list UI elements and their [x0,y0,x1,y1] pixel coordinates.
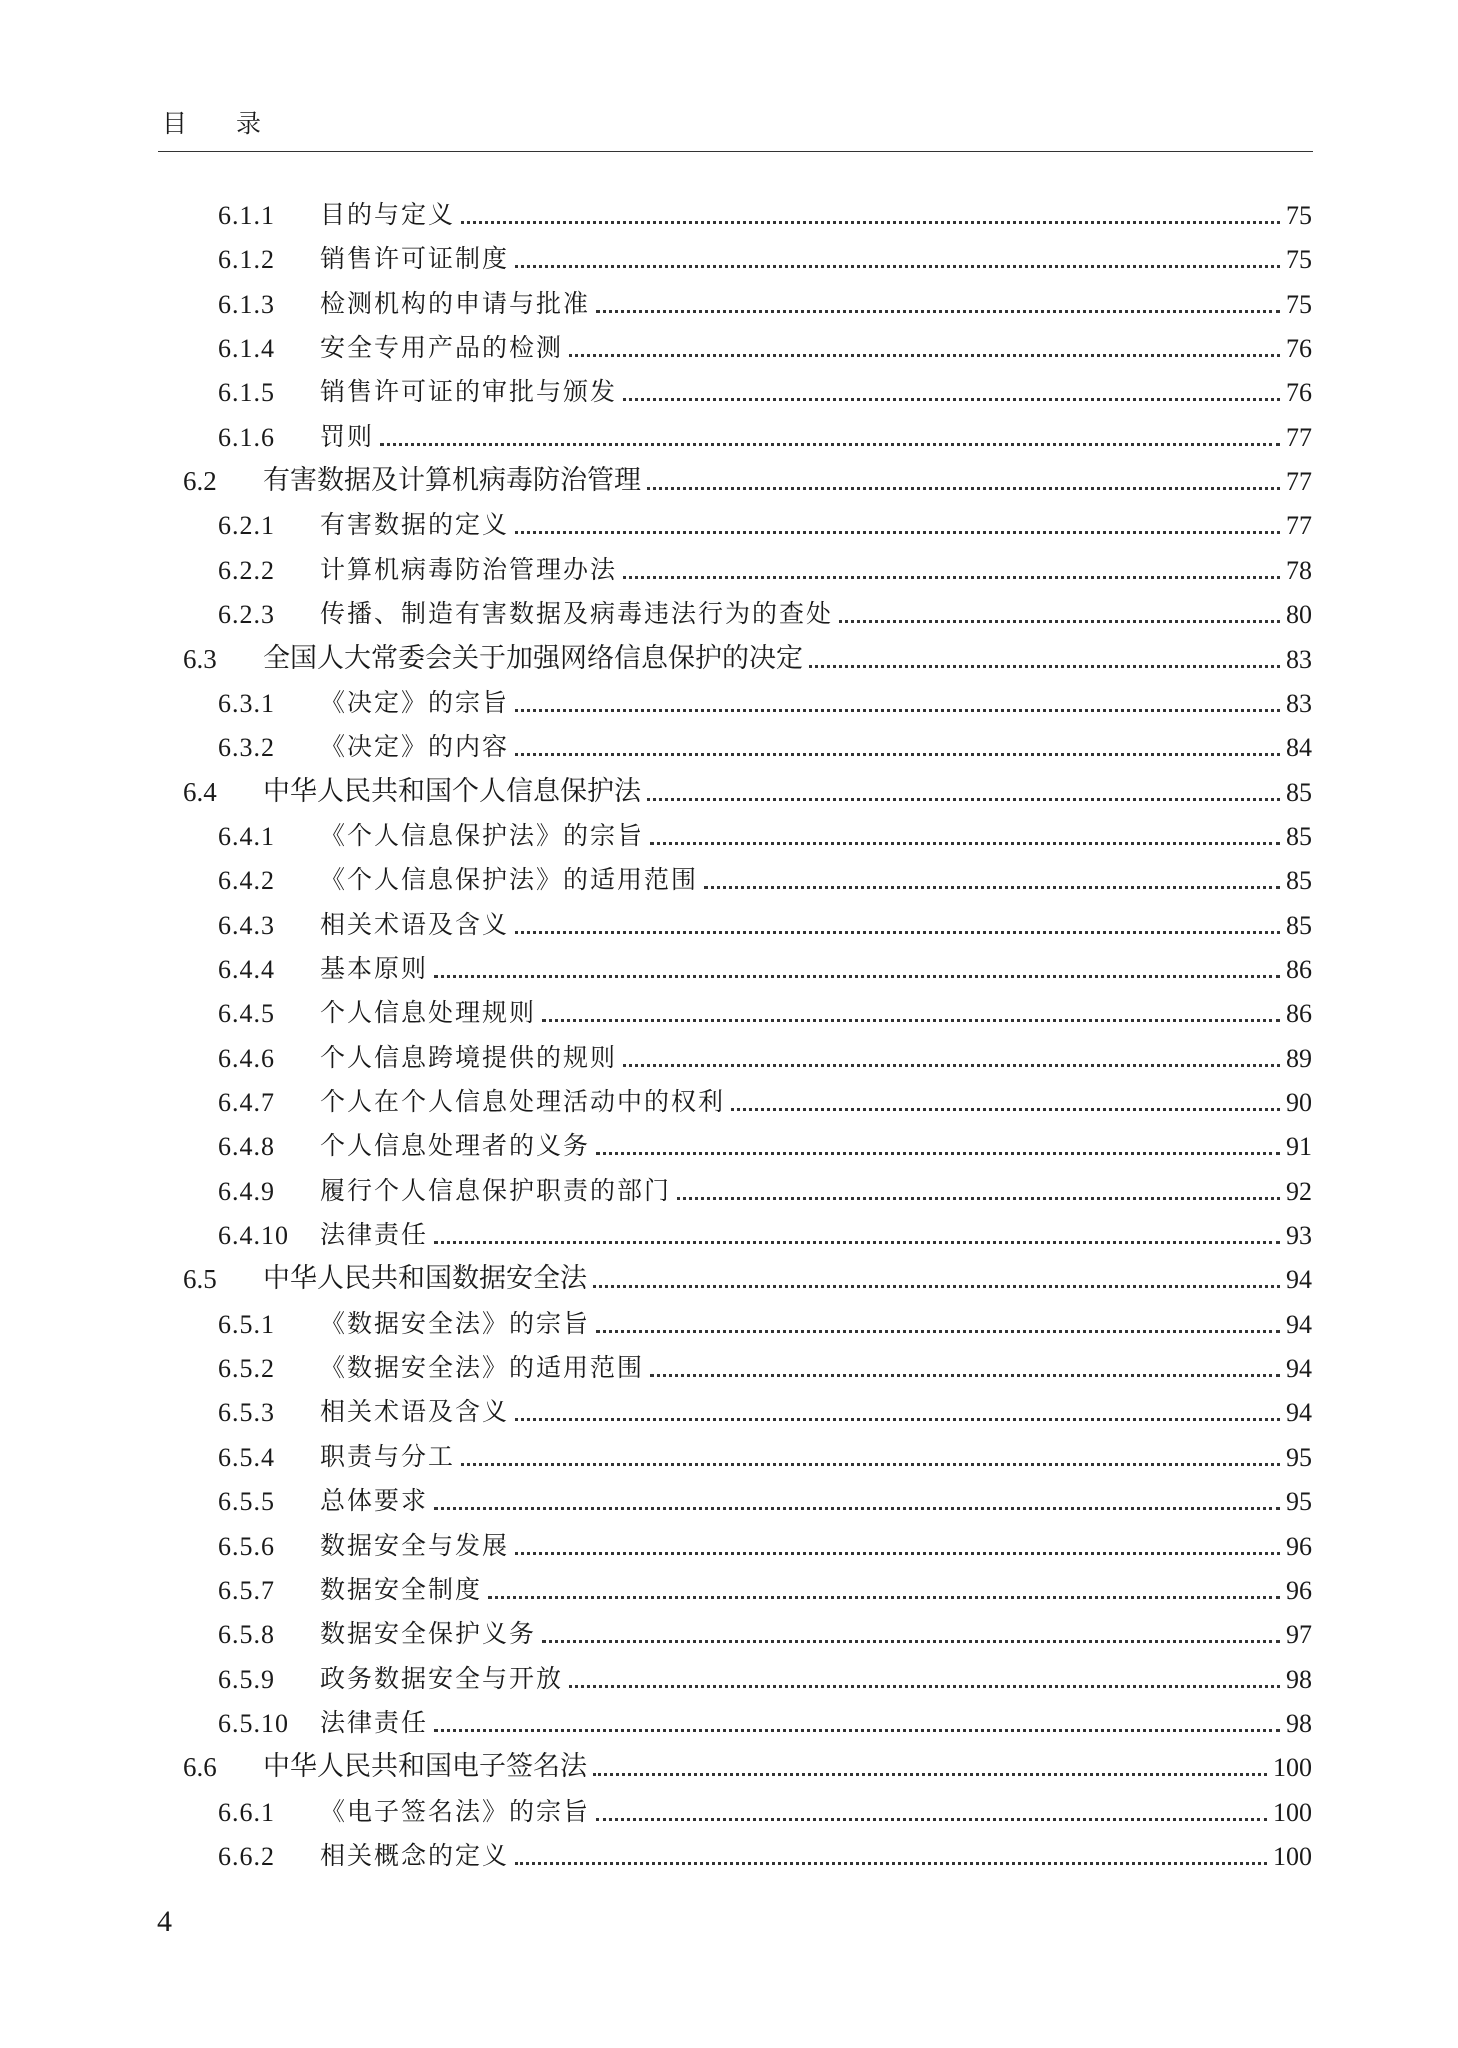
entry-number: 6.1.6 [218,422,275,452]
entry-page: 77 [1286,422,1312,452]
entry-title: 中华人民共和国个人信息保护法 [263,775,641,807]
entry-title: 数据安全保护义务 [320,1619,537,1649]
toc-subsection-entry[interactable] [218,1655,1312,1695]
toc-subsection-entry[interactable] [218,235,1312,275]
entry-number: 6.4.1 [218,821,275,851]
entry-page: 98 [1286,1708,1312,1738]
entry-title: 目的与定义 [320,200,456,229]
entry-page: 94 [1286,1354,1312,1384]
entry-title: 政务数据安全与开放 [320,1663,564,1693]
dot-leader [596,310,1280,313]
entry-number: 6.5.10 [218,1708,289,1738]
dot-leader [515,709,1280,712]
entry-page: 76 [1286,378,1312,408]
entry-title: 中华人民共和国电子签名法 [263,1751,587,1783]
entry-number: 6.1.3 [218,289,275,319]
dot-leader [593,1285,1280,1288]
entry-title: 职责与分工 [320,1441,456,1471]
entry-page: 83 [1286,644,1312,674]
dot-leader [515,265,1280,268]
entry-number: 6.3.2 [218,733,275,763]
entry-title: 计算机病毒防治管理办法 [320,554,618,584]
entry-number: 6.1.1 [218,201,275,230]
entry-title: 全国人大常委会关于加强网络信息保护的决定 [263,642,803,674]
entry-page: 89 [1286,1043,1312,1073]
dot-leader [515,531,1280,534]
entry-page: 100 [1273,1797,1312,1827]
entry-page: 86 [1286,999,1312,1029]
entry-page: 90 [1286,1088,1312,1117]
dot-leader [569,354,1280,357]
toc-subsection-entry[interactable] [218,191,1312,231]
header-rule [158,151,1313,152]
toc-subsection-entry[interactable] [218,723,1312,763]
dot-leader [515,1552,1280,1555]
toc-subsection-entry[interactable] [218,1034,1312,1074]
toc-subsection-entry[interactable] [218,1388,1312,1428]
entry-page: 85 [1286,910,1312,940]
entry-title: 《个人信息保护法》的适用范围 [320,865,699,895]
entry-page: 92 [1286,1176,1312,1206]
dot-leader [515,753,1280,756]
toc-section-entry[interactable] [183,768,1312,808]
entry-number: 6.5 [183,1264,217,1295]
entry-title: 有害数据及计算机病毒防治管理 [263,465,641,497]
entry-page: 93 [1286,1221,1312,1251]
entry-page: 94 [1286,1265,1312,1295]
dot-leader [593,1773,1267,1776]
entry-title: 销售许可证的审批与颁发 [320,377,618,407]
dot-leader [380,443,1280,446]
entry-number: 6.2 [183,466,217,497]
dot-leader [704,886,1280,889]
dot-leader [596,1818,1267,1821]
entry-page: 95 [1286,1487,1312,1517]
entry-title: 总体要求 [320,1486,429,1516]
entry-title: 个人信息跨境提供的规则 [320,1042,618,1072]
toc-subsection-entry[interactable] [218,1699,1312,1739]
dot-leader [596,1330,1280,1333]
entry-title: 履行个人信息保护职责的部门 [320,1175,672,1205]
toc-subsection-entry[interactable] [218,1433,1312,1473]
toc-subsection-entry[interactable] [218,1300,1312,1340]
entry-title: 相关术语及含义 [320,1397,510,1427]
entry-number: 6.5.8 [218,1620,275,1650]
page-number: 4 [157,1905,172,1938]
toc-section-entry[interactable] [183,635,1312,675]
entry-number: 6.5.4 [218,1442,275,1472]
toc-section-entry[interactable] [183,1743,1312,1783]
dot-leader [461,1463,1280,1466]
toc-subsection-entry[interactable] [218,1211,1312,1251]
entry-page: 85 [1286,821,1312,851]
entry-title: 传播、制造有害数据及病毒违法行为的查处 [320,599,834,629]
entry-number: 6.4 [183,776,217,807]
entry-number: 6.1.4 [218,334,275,364]
entry-title: 销售许可证制度 [320,244,510,274]
entry-page: 80 [1286,600,1312,630]
toc-section-entry[interactable] [183,457,1312,497]
entry-title: 有害数据的定义 [320,510,510,540]
entry-number: 6.2.3 [218,600,275,630]
entry-number: 6.5.5 [218,1487,275,1517]
entry-number: 6.5.9 [218,1664,275,1694]
toc-subsection-entry[interactable] [218,324,1312,364]
dot-leader [647,487,1280,490]
dot-leader [731,1108,1280,1111]
toc-subsection-entry[interactable] [218,1566,1312,1606]
entry-title: 个人信息处理者的义务 [320,1131,591,1161]
dot-leader [647,798,1280,801]
header-label-mu: 目 [162,109,188,138]
entry-title: 《决定》的宗旨 [320,687,510,717]
entry-title: 个人信息处理规则 [320,998,537,1028]
entry-number: 6.4.6 [218,1043,275,1073]
toc-subsection-entry[interactable] [218,1788,1312,1828]
toc-subsection-entry[interactable] [218,368,1312,408]
entry-page: 83 [1286,688,1312,718]
toc-subsection-entry[interactable] [218,856,1312,896]
entry-number: 6.4.8 [218,1132,275,1162]
dot-leader [623,398,1280,401]
entry-title: 《数据安全法》的适用范围 [320,1353,645,1383]
toc-section-entry[interactable] [183,1255,1312,1295]
dot-leader [650,1374,1280,1377]
toc-subsection-entry[interactable] [218,1122,1312,1162]
entry-page: 94 [1286,1398,1312,1428]
toc-subsection-entry[interactable] [218,501,1312,541]
toc-subsection-entry[interactable] [218,1522,1312,1562]
entry-title: 数据安全制度 [320,1574,483,1604]
dot-leader [623,576,1280,579]
entry-number: 6.2.1 [218,511,275,541]
toc-subsection-entry[interactable] [218,901,1312,941]
entry-page: 100 [1273,1753,1312,1783]
entry-page: 84 [1286,733,1312,763]
entry-number: 6.4.2 [218,866,275,896]
entry-page: 97 [1286,1620,1312,1650]
entry-number: 6.5.6 [218,1531,275,1561]
dot-leader [542,1019,1280,1022]
entry-number: 6.2.2 [218,555,275,585]
entry-page: 77 [1286,467,1312,497]
dot-leader [434,1507,1280,1510]
entry-page: 78 [1286,555,1312,585]
toc-subsection-entry[interactable] [218,1078,1312,1118]
toc-subsection-entry[interactable] [218,1477,1312,1517]
entry-page: 85 [1286,777,1312,807]
toc-subsection-entry[interactable] [218,1344,1312,1384]
entry-page: 76 [1286,334,1312,364]
entry-title: 《决定》的内容 [320,732,510,762]
entry-number: 6.3 [183,643,217,674]
dot-leader [839,620,1280,623]
entry-number: 6.4.9 [218,1176,275,1206]
entry-title: 基本原则 [320,953,429,983]
dot-leader [515,1418,1280,1421]
entry-title: 检测机构的申请与批准 [320,288,591,318]
entry-title: 《电子签名法》的宗旨 [320,1796,591,1826]
entry-page: 100 [1273,1841,1312,1871]
entry-number: 6.6 [183,1752,217,1783]
toc-subsection-entry[interactable] [218,812,1312,852]
entry-title: 中华人民共和国数据安全法 [263,1263,587,1295]
entry-number: 6.4.4 [218,954,275,984]
dot-leader [488,1596,1280,1599]
toc-subsection-entry[interactable] [218,1610,1312,1650]
entry-page: 77 [1286,511,1312,541]
dot-leader [434,1241,1280,1244]
entry-number: 6.4.3 [218,910,275,940]
entry-page: 75 [1286,245,1312,275]
entry-page: 96 [1286,1531,1312,1561]
toc-subsection-entry[interactable] [218,590,1312,630]
toc-subsection-entry[interactable] [218,413,1312,453]
dot-leader [623,1064,1280,1067]
entry-page: 75 [1286,289,1312,319]
entry-number: 6.5.1 [218,1309,275,1339]
entry-title: 《数据安全法》的宗旨 [320,1308,591,1338]
entry-page: 85 [1286,866,1312,896]
entry-page: 86 [1286,954,1312,984]
entry-page: 96 [1286,1575,1312,1605]
dot-leader [515,931,1280,934]
entry-page: 98 [1286,1664,1312,1694]
dot-leader [434,1729,1280,1732]
entry-title: 相关术语及含义 [320,909,510,939]
entry-number: 6.4.5 [218,999,275,1029]
entry-number: 6.6.2 [218,1841,275,1871]
entry-page: 75 [1286,201,1312,230]
entry-page: 91 [1286,1132,1312,1162]
entry-title: 个人在个人信息处理活动中的权利 [320,1087,726,1116]
toc-subsection-entry[interactable] [218,989,1312,1029]
entry-title: 罚则 [320,421,375,451]
entry-number: 6.5.3 [218,1398,275,1428]
entry-page: 94 [1286,1309,1312,1339]
entry-number: 6.5.7 [218,1575,275,1605]
entry-title: 《个人信息保护法》的宗旨 [320,820,645,850]
entry-title: 法律责任 [320,1707,429,1737]
toc-subsection-entry[interactable] [218,945,1312,985]
dot-leader [809,665,1280,668]
entry-number: 6.1.5 [218,378,275,408]
dot-leader [569,1685,1280,1688]
toc-subsection-entry[interactable] [218,1167,1312,1207]
dot-leader [434,975,1280,978]
entry-number: 6.4.10 [218,1221,289,1251]
entry-title: 安全专用产品的检测 [320,333,564,363]
entry-page: 95 [1286,1442,1312,1472]
toc-subsection-entry[interactable] [218,679,1312,719]
entry-number: 6.4.7 [218,1088,275,1117]
toc-subsection-entry[interactable] [218,546,1312,586]
dot-leader [542,1640,1280,1643]
entry-number: 6.3.1 [218,688,275,718]
dot-leader [461,221,1280,224]
dot-leader [677,1197,1280,1200]
entry-title: 法律责任 [320,1220,429,1250]
dot-leader [596,1152,1280,1155]
entry-number: 6.1.2 [218,245,275,275]
toc-subsection-entry[interactable] [218,1832,1312,1872]
dot-leader [515,1862,1267,1865]
entry-title: 数据安全与发展 [320,1530,510,1560]
toc-subsection-entry[interactable] [218,280,1312,320]
header-label-lu: 录 [236,109,262,138]
entry-number: 6.6.1 [218,1797,275,1827]
entry-title: 相关概念的定义 [320,1840,510,1870]
dot-leader [650,842,1280,845]
entry-number: 6.5.2 [218,1354,275,1384]
